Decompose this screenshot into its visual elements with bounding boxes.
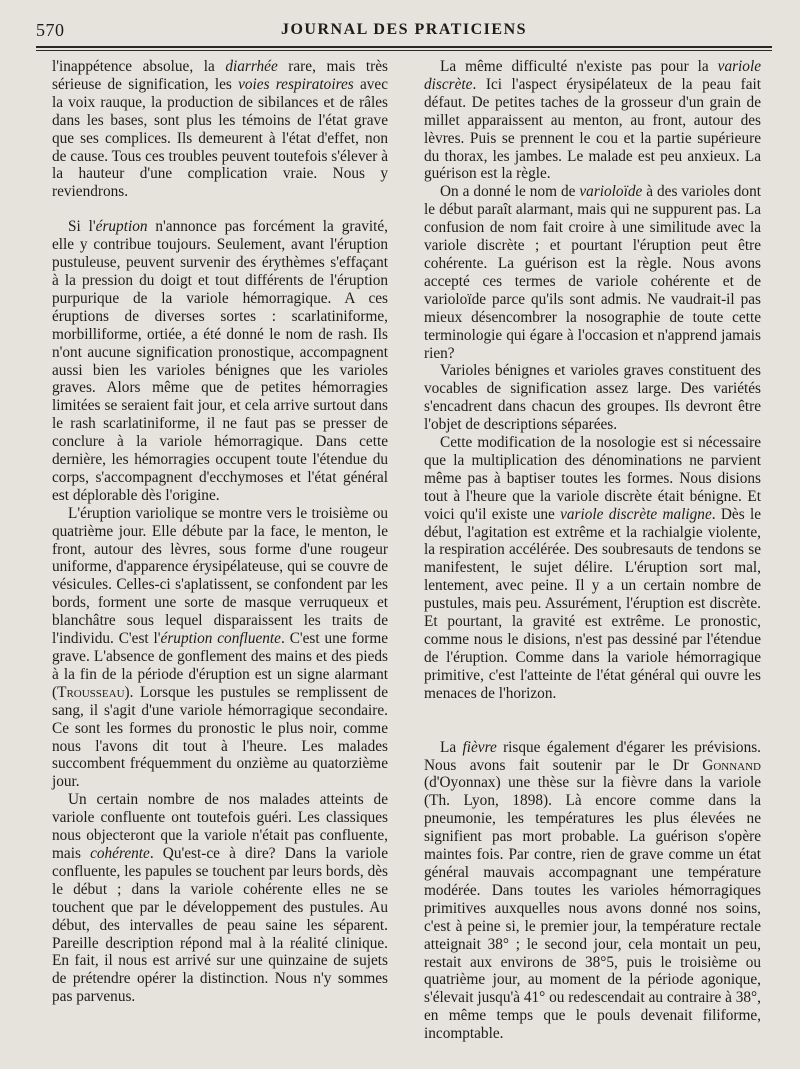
paragraph: L'éruption variolique se montre vers le troisième ou quatrième jour. Elle débute par la face, le menton, le front, autour des lèvres, sous forme d'une rougeur uniforme, d'apparence érysipélateuse, qui se couvre de vésicules. Celles-ci s'aplatissent, se confondent par les bords, forment une sorte de masque verruqueux et blanchâtre sous lequel disparaissent les traits de l'individu. C'est l'éruption confluente. C'est une forme grave. L'absence de gonflement des mains et des pieds à la fin de la période d'éruption est un signe alarmant (Trousseau). Lorsque les pustules se remplissent de sang, il s'agit d'une variole hémorragique secondaire. Ce sont les formes du pronostic le plus noir, comme nous l'avons dit tout à l'heure. Les malades succombent fréquemment du onzième au quatorzième jour. (52, 504, 389, 791)
header-rule-thin (36, 50, 772, 51)
paragraph: Un certain nombre de nos malades atteints de variole confluente ont toutefois guéri. Les classiques nous objecteront que la variole n'était pas confluente, mais cohérente. Qu'est-ce à dire? Dans la variole confluente, les papules se touchent par leurs bords, dès le début ; dans la variole cohérente elles ne se touchent que par le développement des pustules. Au début, des intervalles de peau saine les séparent. Pareille description répond mal à la réalité clinique. En fait, il nous est arrivé sur une quinzaine de sujets de prétendre opérer la distinction. Nous n'y sommes pas parvenus. (52, 791, 389, 1006)
page-header (36, 14, 772, 44)
paragraph: Varioles bénignes et varioles graves constituent des vocables de signification assez large. Des variétés s'encadrent dans chacun des groupes. Ils devront être l'objet de descriptions séparées. (424, 362, 761, 434)
paragraph: La fièvre risque également d'égarer les prévisions. Nous avons fait soutenir par le Dr Gonnand (d'Oyonnax) une thèse sur la fièvre dans la variole (Th. Lyon, 1898). Là encore comme dans la pneumonie, les températures les plus élevées ne signifient pas mort probable. La guérison s'opère maintes fois. Par contre, rien de grave comme un état général mauvais accompagnant une température modérée. Dans toutes les varioles hémorragiques primitives auxquelles nous avons donné nos soins, c'est à peine si, le premier jour, la température rectale atteignait 38° ; le second jour, cela montait un peu, restait aux environs de 38°5, puis le troisième ou quatrième jour, au moment de la période agonique, s'élevait jusqu'à 41° ou redescendait au contraire à 38°, en même temps que le pouls devenait filiforme, incomptable. (424, 738, 761, 1043)
paragraph: Cette modification de la nosologie est si nécessaire que la multiplication des dénominations ne parvient même pas à baptiser toutes les formes. Nous disions tout à l'heure que la variole discrète était bénigne. Et voici qu'il existe une variole discrète maligne. Dès le début, l'agitation est extrême et la rachialgie violente, la respiration accélérée. Des soubresauts de tendons se manifestent, le sujet délire. L'éruption sort mal, lentement, avec peine. Il y a un certain nombre de pustules, mais peu. Assurément, l'éruption est discrète. Et pourtant, la gravité est extrême. Le pronostic, comme nous le disions, n'est pas dessiné par l'étendue de l'éruption. Comme dans la variole hémorragique primitive, c'est l'atteinte de l'état général qui ouvre les menaces de l'horizon. (424, 434, 762, 702)
page-number: 570 (36, 20, 65, 40)
author-name: Gonnand (702, 756, 761, 774)
right-column (424, 58, 761, 1043)
running-title: JOURNAL DES PRATICIENS (280, 21, 528, 38)
paragraph: l'inappétence absolue, la diarrhée rare, mais très sérieuse de signification, les voies respiratoires avec la voix rauque, la production de sibilances et de râles dans les bases, sont plus les témoins de l'état grave que ses complices. Ils demeurent à l'état d'effet, non de cause. Tous ces troubles peuvent toutefois s'élever à la hauteur d'une complication vraie. Nous y reviendrons. (52, 58, 388, 201)
header-rule (36, 46, 772, 48)
paragraph: Si l'éruption n'annonce pas forcément la gravité, elle y contribue toujours. Seulement, avant l'éruption pustuleuse, peuvent survenir des érythèmes s'effaçant à la pression du doigt et tout différents de l'éruption purpurique de la variole hémorragique. A ces éruptions de diverses sortes : scarlatiniforme, morbilliforme, ortiée, a été donné le nom de rash. Ils n'ont aucune signification pronostique, accompagnent aussi bien les varioles bénignes que les varioles graves. Alors même que de petites hémorragies limitées se seraient fait jour, et cela arrive surtout dans le rash scarlatiniforme, il ne faut pas se presser de conclure à la variole hémorragique. Dans cette dernière, les hémorragies occupent toute l'étendue du corps, s'accompagnent d'ecchymoses et l'état général est déplorable dès l'origine. (52, 218, 389, 504)
author-name: Trousseau (57, 683, 125, 701)
paragraph: La même difficulté n'existe pas pour la variole discrète. Ici l'aspect érysipélateux de la peau fait défaut. De petites taches de la grosseur d'un grain de millet apparaissent au menton, au front, autour des lèvres. Puis se prennent le cou et la partie supérieure du thorax, les jambes. Le malade est peu anxieux. La guérison est la règle. (424, 58, 761, 183)
left-column (52, 58, 388, 1006)
paragraph: On a donné le nom de varioloïde à des varioles dont le début paraît alarmant, mais qui ne suppurent pas. La confusion de nom fait croire à une similitude avec la variole discrète ; et pourtant l'éruption peut être cohérente. La guérison est la règle. Nous avons accepté ces termes de variole cohérente et de varioloïde parce qu'ils sont admis. Ne vaudrait-il pas mieux désencombrer la nosographie de toute cette terminologie qui égare à l'occasion et n'apprend jamais rien? (424, 183, 761, 362)
